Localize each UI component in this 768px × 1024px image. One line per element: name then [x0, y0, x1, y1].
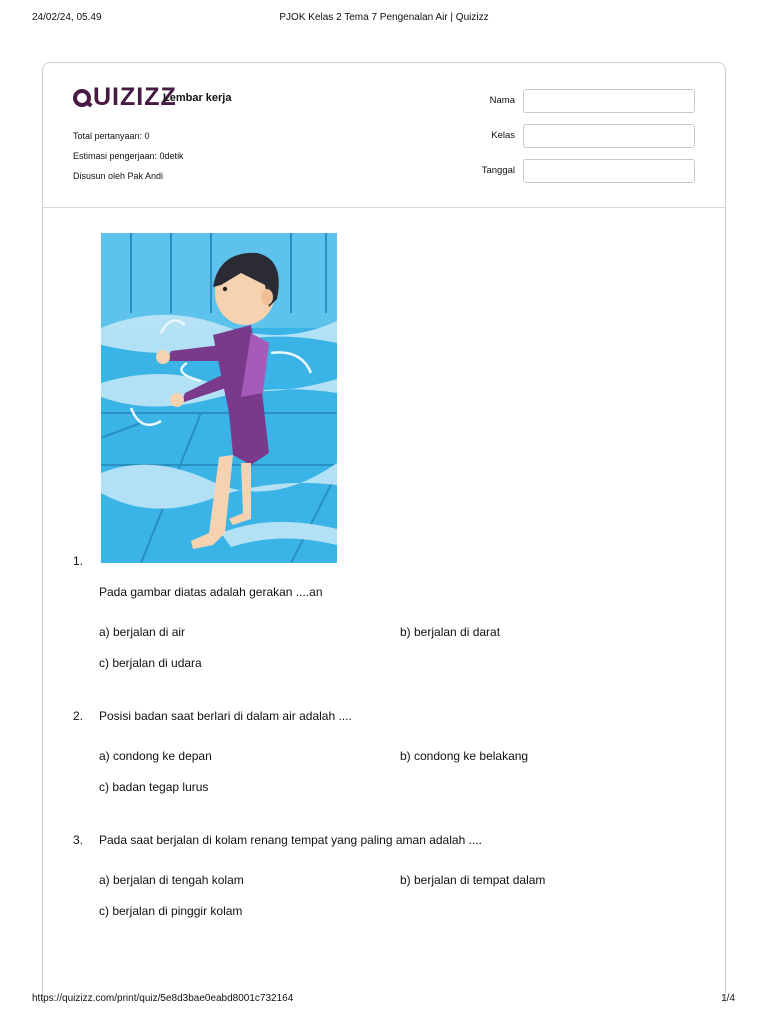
question-3-option-a[interactable]: a) berjalan di tengah kolam [99, 873, 244, 887]
total-questions: Total pertanyaan: 0 [73, 131, 150, 141]
author: Disusun oleh Pak Andi [73, 171, 164, 181]
question-2-number: 2. [73, 709, 84, 723]
quizizz-logo: UIZIZZ [73, 83, 177, 112]
name-field[interactable] [523, 89, 695, 113]
question-3-text: Pada saat berjalan di kolam renang tempat yang paling aman adalah .... [99, 833, 482, 847]
worksheet [42, 62, 726, 1003]
estimated-time: Estimasi pengerjaan: 0detik [73, 151, 184, 161]
print-datetime: 24/02/24, 05.49 [32, 12, 102, 23]
question-1-option-b[interactable]: b) berjalan di darat [400, 625, 501, 639]
question-3-number: 3. [73, 833, 84, 847]
question-2-option-c[interactable]: c) badan tegap lurus [99, 780, 209, 794]
class-label: Kelas [491, 130, 515, 141]
print-header [0, 12, 768, 26]
question-1-option-a[interactable]: a) berjalan di air [99, 625, 186, 639]
question-2-text: Posisi badan saat berlari di dalam air adalah .... [99, 709, 352, 723]
question-3-option-b[interactable]: b) berjalan di tempat dalam [400, 873, 546, 887]
worksheet-label: Lembar kerja [163, 92, 232, 104]
name-label: Nama [489, 95, 515, 106]
print-url: https://quizizz.com/print/quiz/5e8d3bae0eabd8001c732164 [32, 993, 294, 1004]
question-1-text: Pada gambar diatas adalah gerakan ....an [99, 585, 323, 599]
question-1-option-c[interactable]: c) berjalan di udara [99, 656, 202, 670]
question-2-option-a[interactable]: a) condong ke depan [99, 749, 212, 763]
question-1-number: 1. [73, 554, 84, 568]
class-field[interactable] [523, 124, 695, 148]
logo-q-mark [73, 89, 91, 107]
date-field[interactable] [523, 159, 695, 183]
print-title: PJOK Kelas 2 Tema 7 Pengenalan Air | Quizizz [279, 12, 489, 23]
worksheet-header [43, 63, 725, 208]
print-footer [0, 993, 768, 1007]
question-3-option-c[interactable]: c) berjalan di pinggir kolam [99, 904, 243, 918]
print-page-number: 1/4 [721, 993, 735, 1004]
question-1-image [101, 233, 337, 563]
question-2-option-b[interactable]: b) condong ke belakang [400, 749, 529, 763]
date-label: Tanggal [481, 165, 515, 176]
